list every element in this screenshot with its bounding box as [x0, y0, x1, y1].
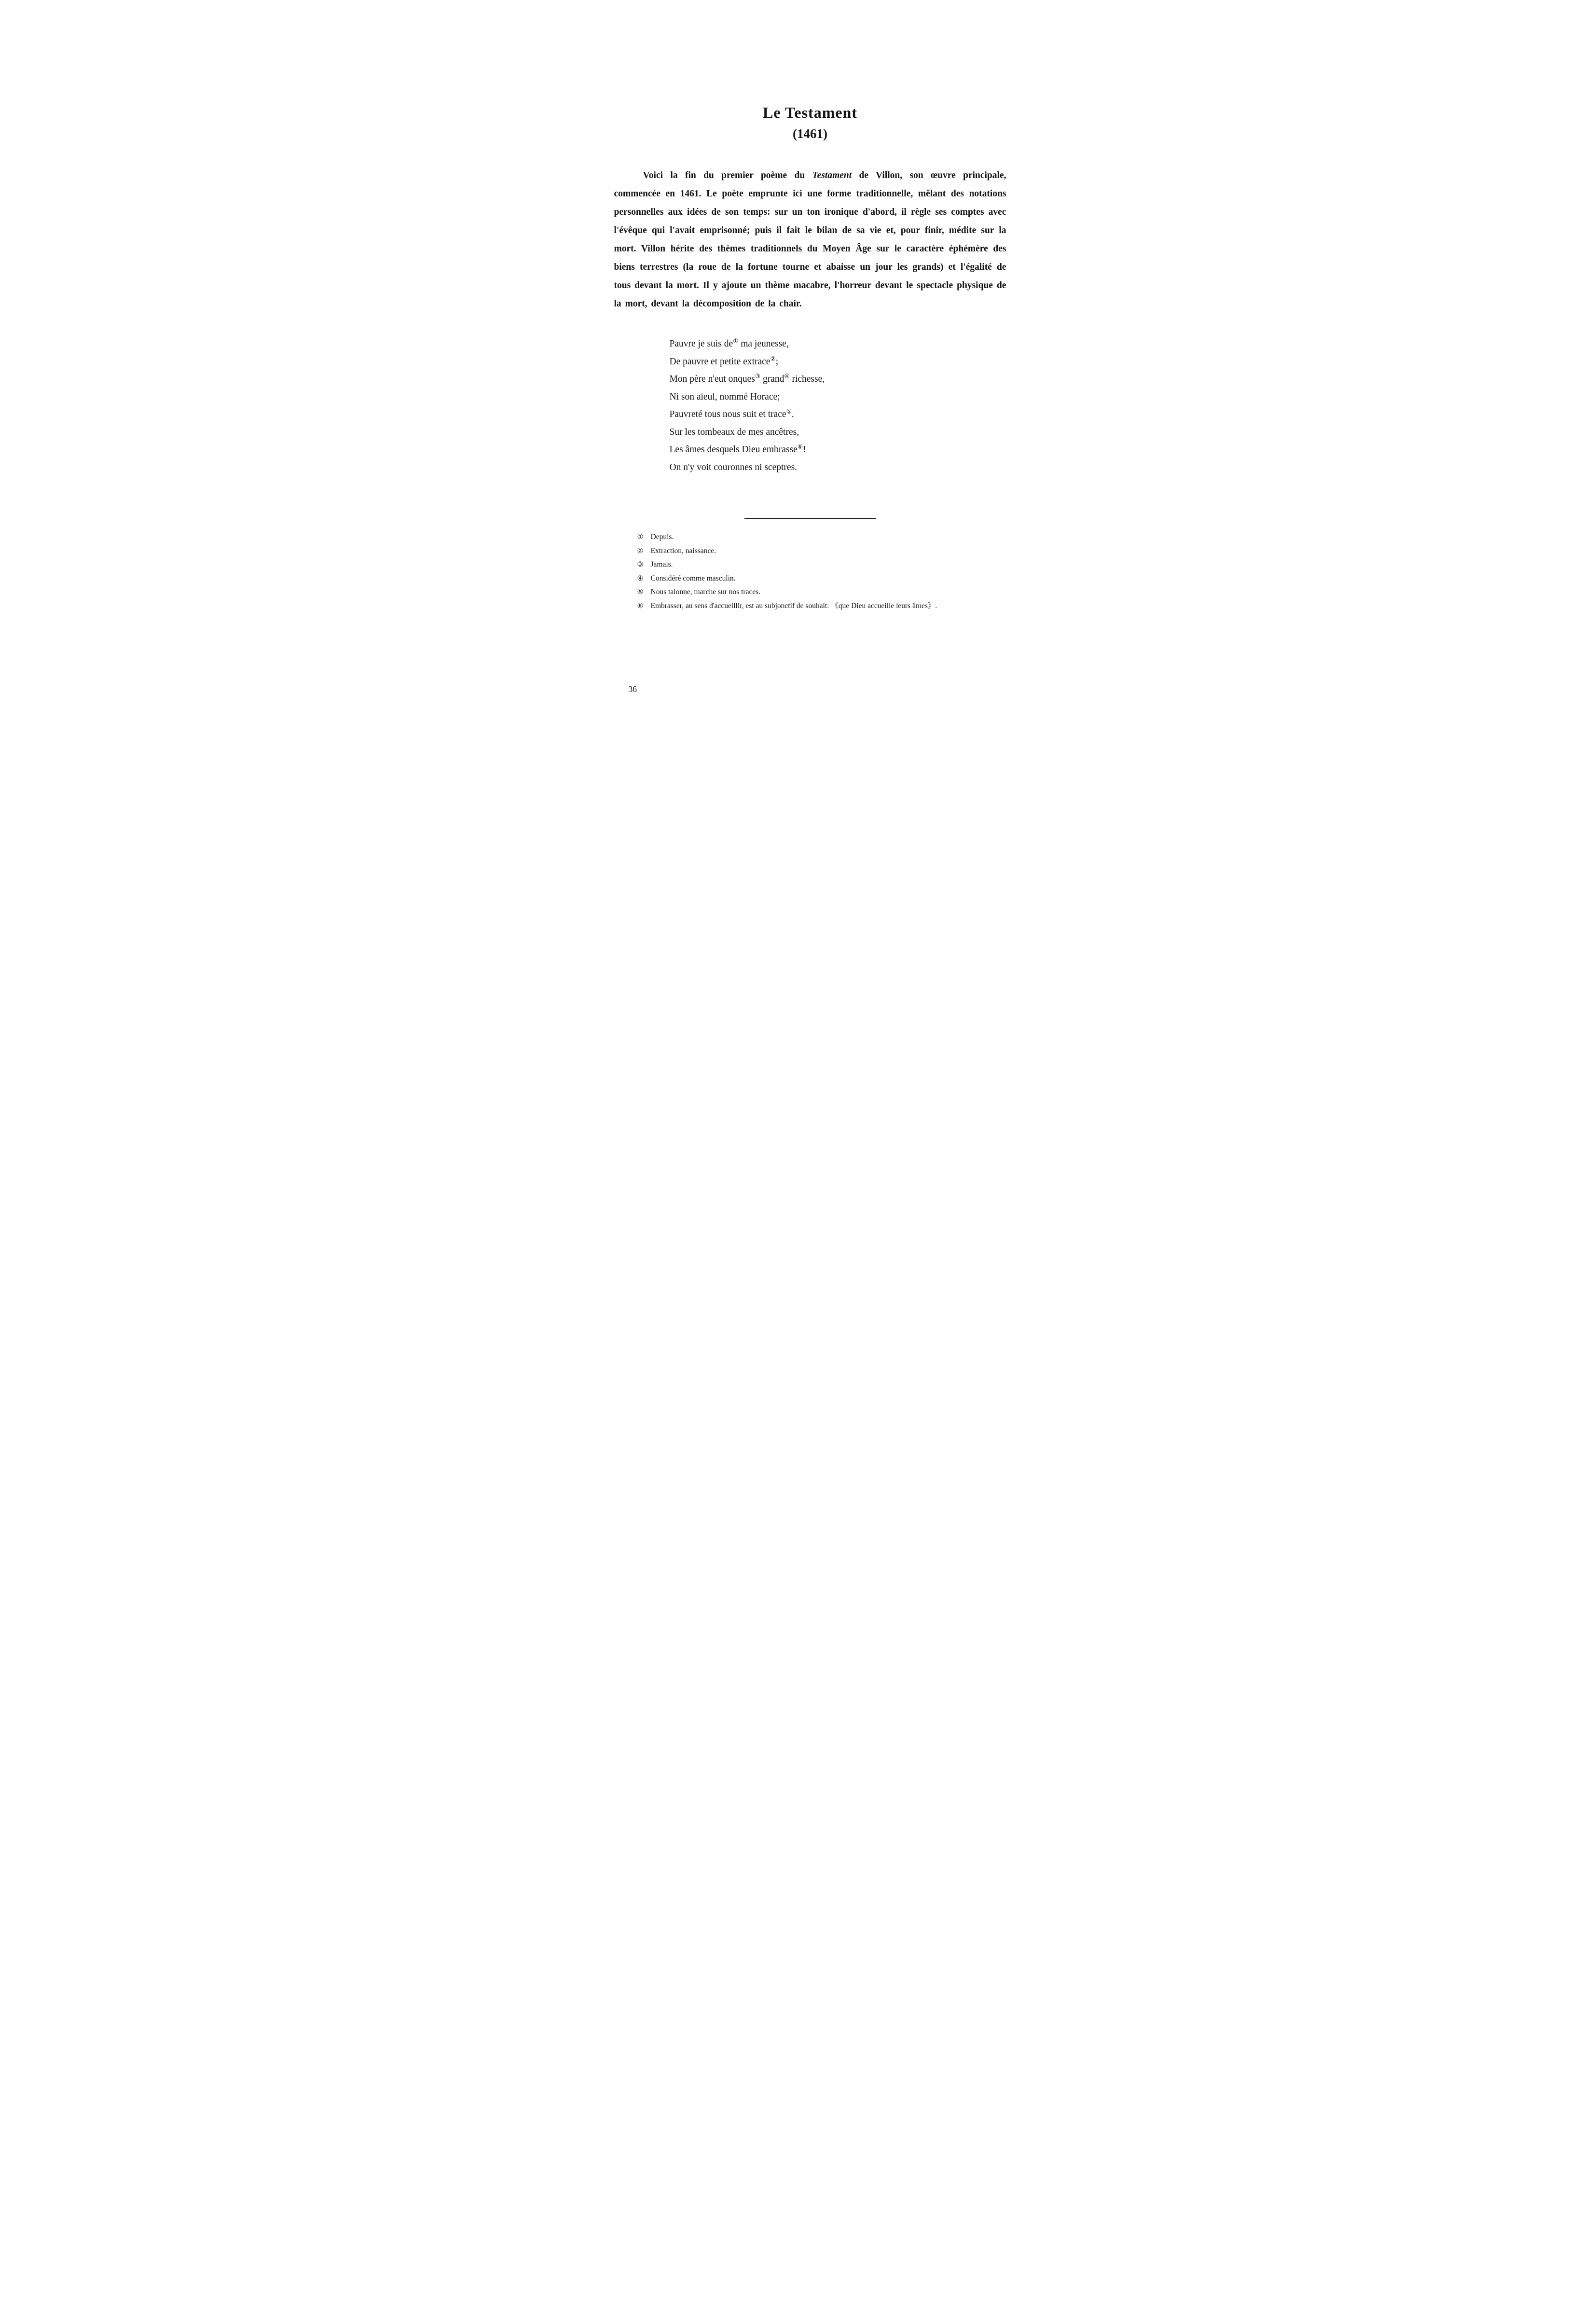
intro-text-after: de Villon, son œuvre principale, commencée en 1461. Le poète emprunte ici une forme traditionnelle, mêlant des notations personnelles aux idées de son temps: sur un ton ironique d'abord, il règle ses comptes avec l'évêque qui l'avait emprisonné; puis il fait le bilan de sa vie et, pour finir, médite sur la mort. Villon hérite des thèmes traditionnels du Moyen Âge sur le caractère éphémère des biens terrestres (la roue de la fortune tourne et abaisse un jour les grands) et l'égalité de tous devant la mort. Il y ajoute un thème macabre, l'horreur devant le spectacle physique de la mort, devant la décomposition de la chair. — [614, 170, 1006, 309]
footnote — [614, 530, 1006, 544]
footnote-marker: ③ — [637, 561, 644, 568]
footnote-text: Nous talonne, marche sur nos traces. — [650, 588, 761, 596]
poem-text: grand — [760, 374, 784, 384]
footnote-ref-2: ② — [770, 355, 776, 362]
footnote-ref-4: ④ — [784, 372, 790, 380]
page-subtitle: (1461) — [793, 126, 827, 141]
footnote — [614, 544, 1006, 558]
footnote-ref-6: ⑥ — [797, 443, 803, 450]
poem-text: Les âmes desquels Dieu embrasse — [669, 444, 798, 455]
poem-text: Sur les tombeaux de mes ancêtres, — [669, 427, 799, 437]
footnote-text: Embrasser, au sens d'accueillir, est au subjonctif de souhait: 《que Dieu accueille leurs âmes》. — [650, 601, 937, 610]
poem-text: ; — [775, 356, 779, 367]
footnote-separator-rule — [744, 518, 876, 519]
footnote-text: Extraction, naissance. — [650, 546, 716, 555]
poem-line — [670, 371, 1006, 388]
poem-line — [670, 335, 1006, 353]
intro-italic-word: Testament — [812, 170, 852, 180]
poem-text: Pauvreté tous nous suit et trace — [669, 409, 786, 419]
poem-text: ! — [803, 444, 806, 455]
footnote — [614, 599, 1006, 613]
footnote-text: Considéré comme masculin. — [650, 574, 736, 582]
footnote — [614, 585, 1006, 599]
poem — [670, 335, 1006, 476]
poem-text: Pauvre je suis de — [669, 339, 733, 349]
footnote-text: Jamais. — [650, 560, 673, 568]
intro-paragraph — [614, 166, 1006, 313]
poem-text: richesse, — [789, 374, 825, 384]
intro-text-before: Voici la fin du premier poème du — [643, 170, 812, 180]
poem-text: On n'y voit couronnes ni sceptres. — [669, 462, 798, 472]
poem-line — [670, 388, 1006, 406]
page-number: 36 — [628, 684, 637, 694]
poem-text: De pauvre et petite extrace — [669, 356, 770, 367]
footnote-marker: ① — [637, 533, 644, 541]
footnotes — [614, 530, 1006, 613]
page-title: Le Testament — [763, 104, 857, 121]
footnote-marker: ⑥ — [637, 602, 644, 610]
footnote-marker: ④ — [637, 574, 644, 582]
poem-text: . — [791, 409, 794, 419]
footnote-ref-1: ① — [733, 337, 739, 345]
book-page — [532, 0, 1064, 772]
footnote-ref-3: ③ — [755, 372, 761, 380]
footnote-marker: ⑤ — [637, 588, 644, 596]
poem-line — [670, 459, 1006, 477]
poem-text: ma jeunesse, — [738, 339, 789, 349]
footnote-text: Depuis. — [650, 533, 674, 541]
footnote — [614, 572, 1006, 586]
poem-line — [670, 406, 1006, 424]
poem-line — [670, 424, 1006, 442]
footnote-ref-5: ⑤ — [786, 407, 792, 415]
poem-line — [670, 353, 1006, 371]
footnote-marker: ② — [637, 547, 644, 555]
poem-text: Ni son aïeul, nommé Horace; — [669, 391, 780, 402]
footnote — [614, 558, 1006, 572]
poem-line — [670, 441, 1006, 459]
poem-text: Mon père n'eut onques — [669, 374, 755, 384]
